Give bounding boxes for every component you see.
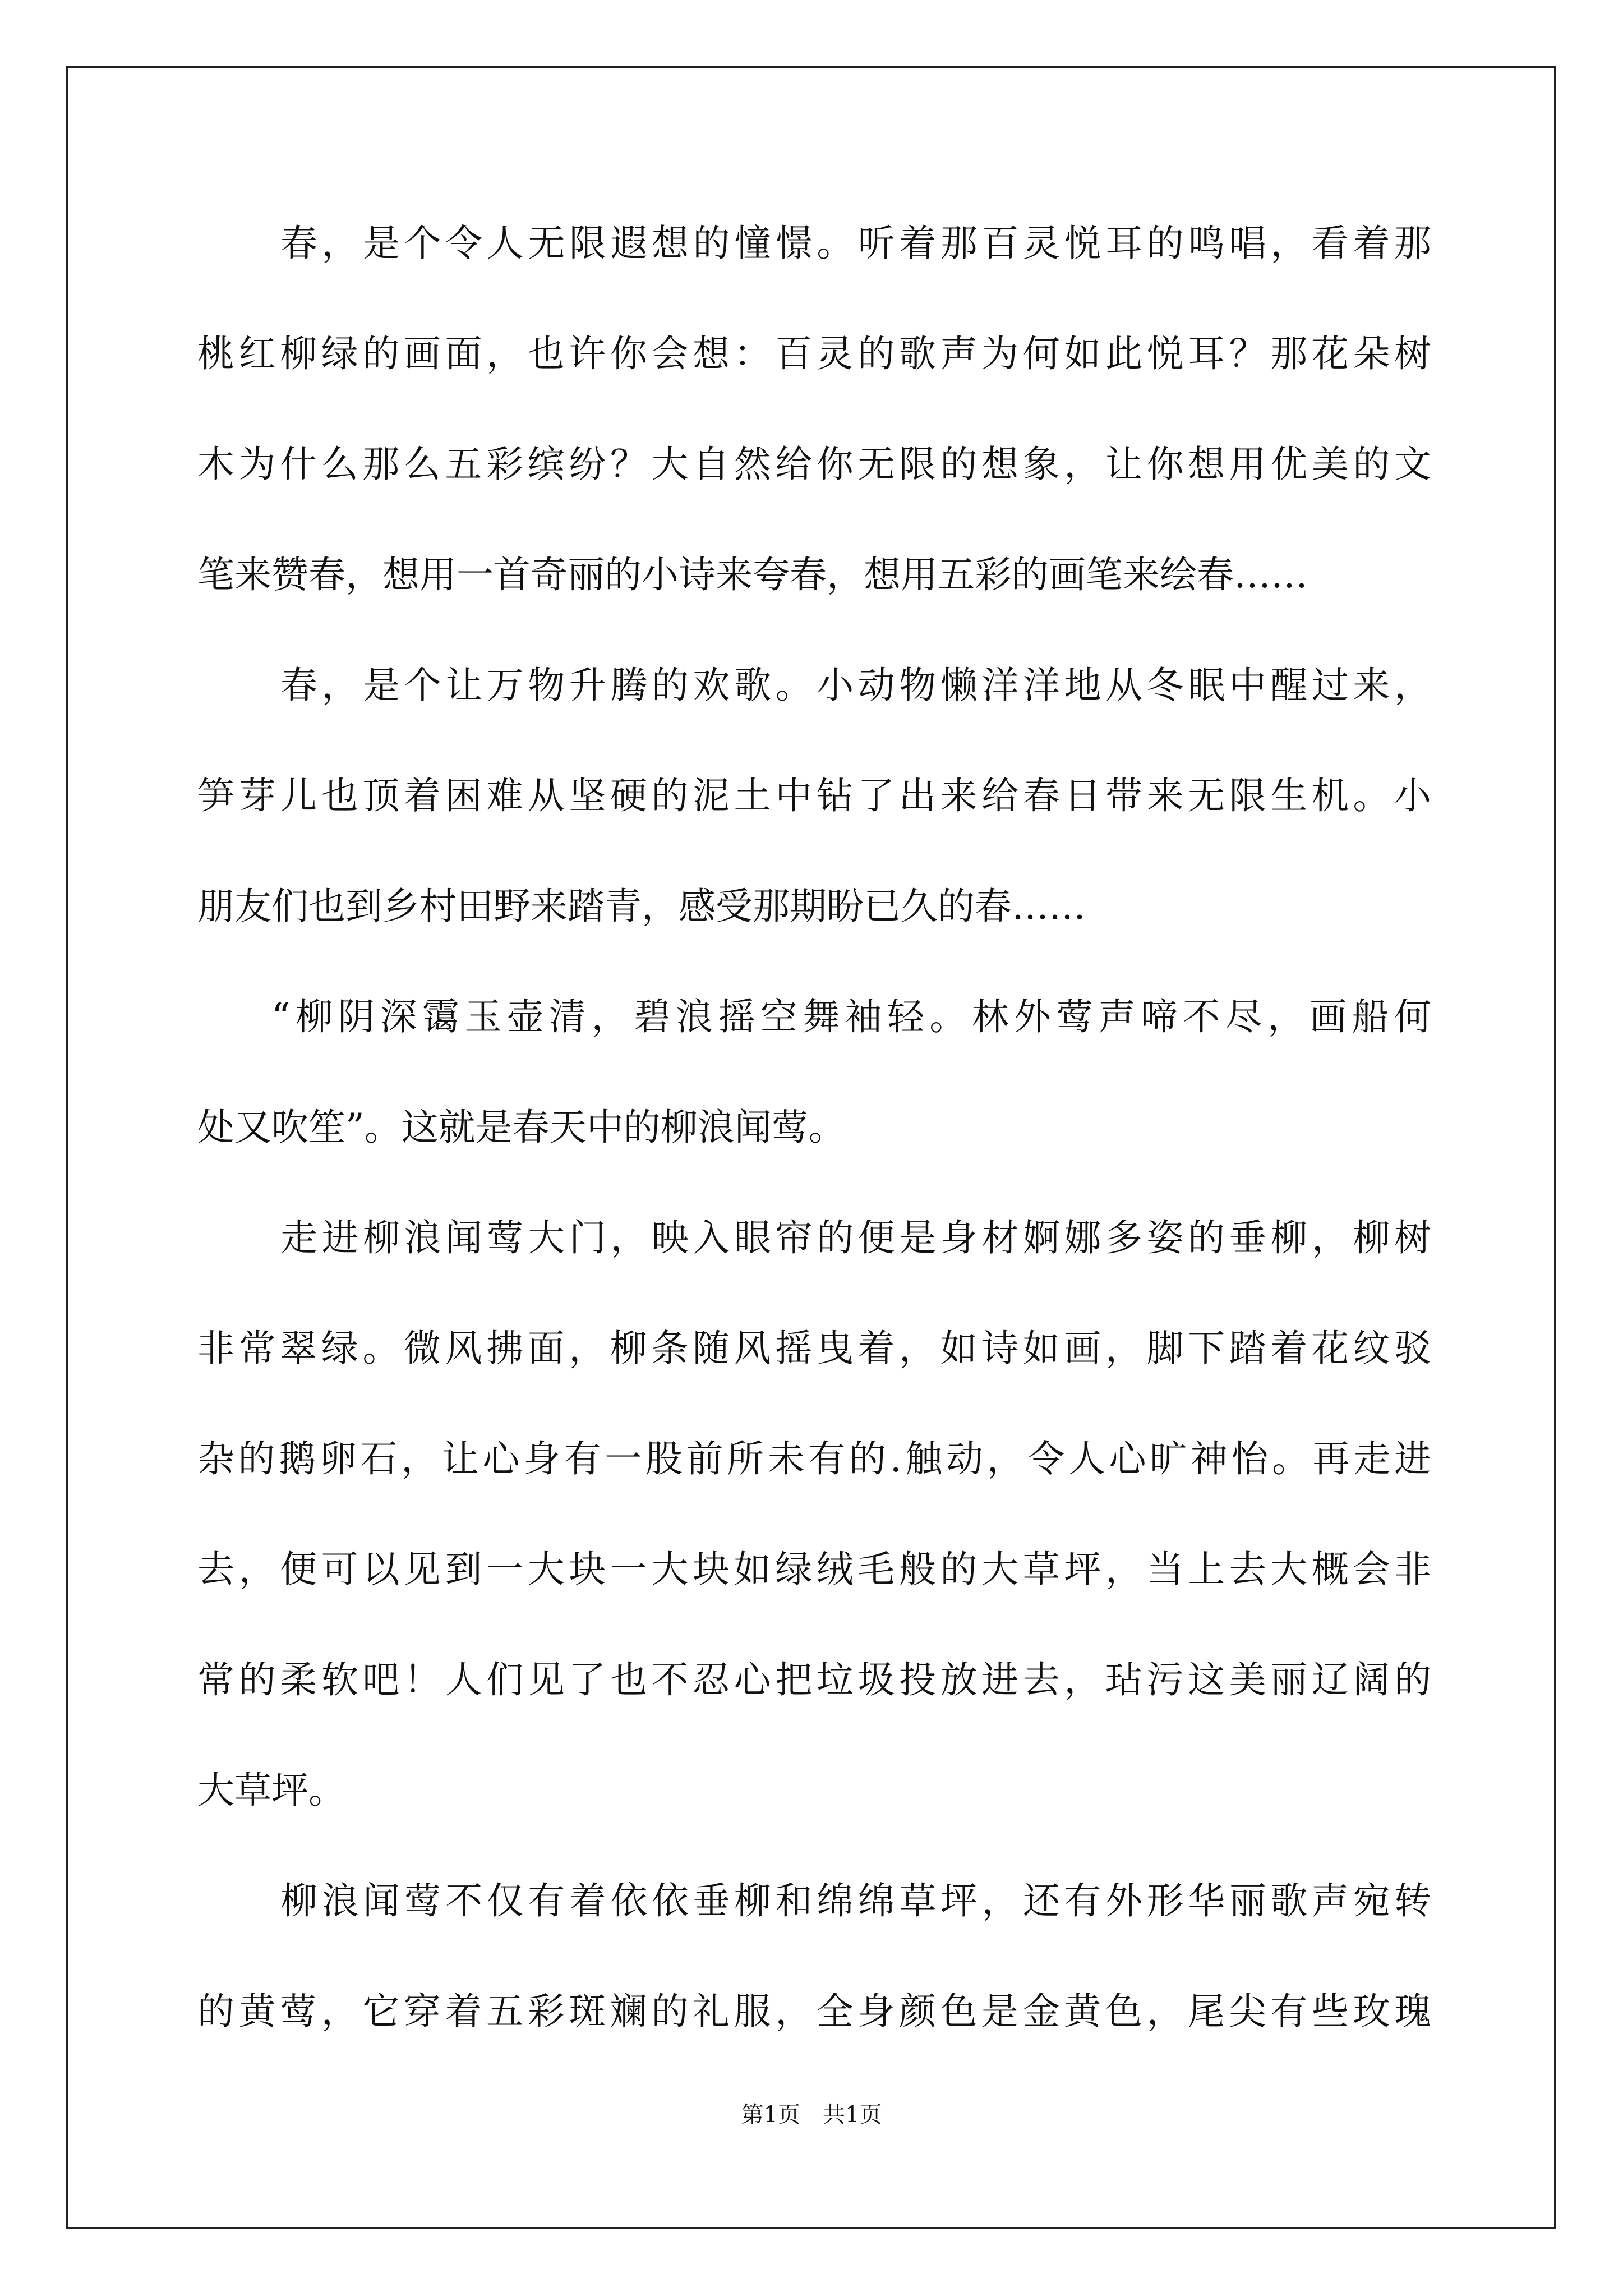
paragraph-1-line-3: 木为什么那么五彩缤纷？大自然给你无限的想象，让你想用优美的文 xyxy=(197,443,1431,486)
paragraph-3-line-2: 处又吹笙”。这就是春天中的柳浪闻莺。 xyxy=(197,1106,846,1149)
paragraph-4-line-6: 大草坪。 xyxy=(197,1769,345,1812)
paragraph-1-line-1: 春，是个令人无限遐想的憧憬。听着那百灵悦耳的鸣唱，看着那 xyxy=(280,222,1431,265)
paragraph-1-line-4: 笔来赞春，想用一首奇丽的小诗来夸春，想用五彩的画笔来绘春…… xyxy=(197,553,1308,596)
paragraph-4-line-1: 走进柳浪闻莺大门，映入眼帘的便是身材婀娜多姿的垂柳，柳树 xyxy=(280,1216,1431,1259)
paragraph-4-line-3: 杂的鹅卵石，让心身有一股前所未有的.触动，令人心旷神怡。再走进 xyxy=(197,1437,1431,1480)
paragraph-5-line-1: 柳浪闻莺不仅有着依依垂柳和绵绵草坪，还有外形华丽歌声宛转 xyxy=(280,1879,1431,1922)
paragraph-2-line-3: 朋友们也到乡村田野来踏青，感受那期盼已久的春…… xyxy=(197,885,1086,928)
paragraph-2-line-2: 笋芽儿也顶着困难从坚硬的泥土中钻了出来给春日带来无限生机。小 xyxy=(197,774,1431,817)
paragraph-1-line-2: 桃红柳绿的画面，也许你会想：百灵的歌声为何如此悦耳？那花朵树 xyxy=(197,332,1431,375)
paragraph-3-line-1: “柳阴深霭玉壶清，碧浪摇空舞袖轻。林外莺声啼不尽，画船何 xyxy=(271,995,1431,1038)
paragraph-5-line-2: 的黄莺，它穿着五彩斑斓的礼服，全身颜色是金黄色，尾尖有些玫瑰 xyxy=(197,1990,1431,2033)
paragraph-4-line-5: 常的柔软吧！人们见了也不忍心把垃圾投放进去，玷污这美丽辽阔的 xyxy=(197,1658,1431,1701)
paragraph-4-line-4: 去，便可以见到一大块一大块如绿绒毛般的大草坪，当上去大概会非 xyxy=(197,1548,1431,1591)
page-number-footer: 第1页 共1页 xyxy=(741,2102,882,2128)
paragraph-2-line-1: 春，是个让万物升腾的欢歌。小动物懒洋洋地从冬眠中醒过来， xyxy=(280,664,1431,707)
paragraph-4-line-2: 非常翠绿。微风拂面，柳条随风摇曳着，如诗如画，脚下踏着花纹驳 xyxy=(197,1327,1431,1370)
